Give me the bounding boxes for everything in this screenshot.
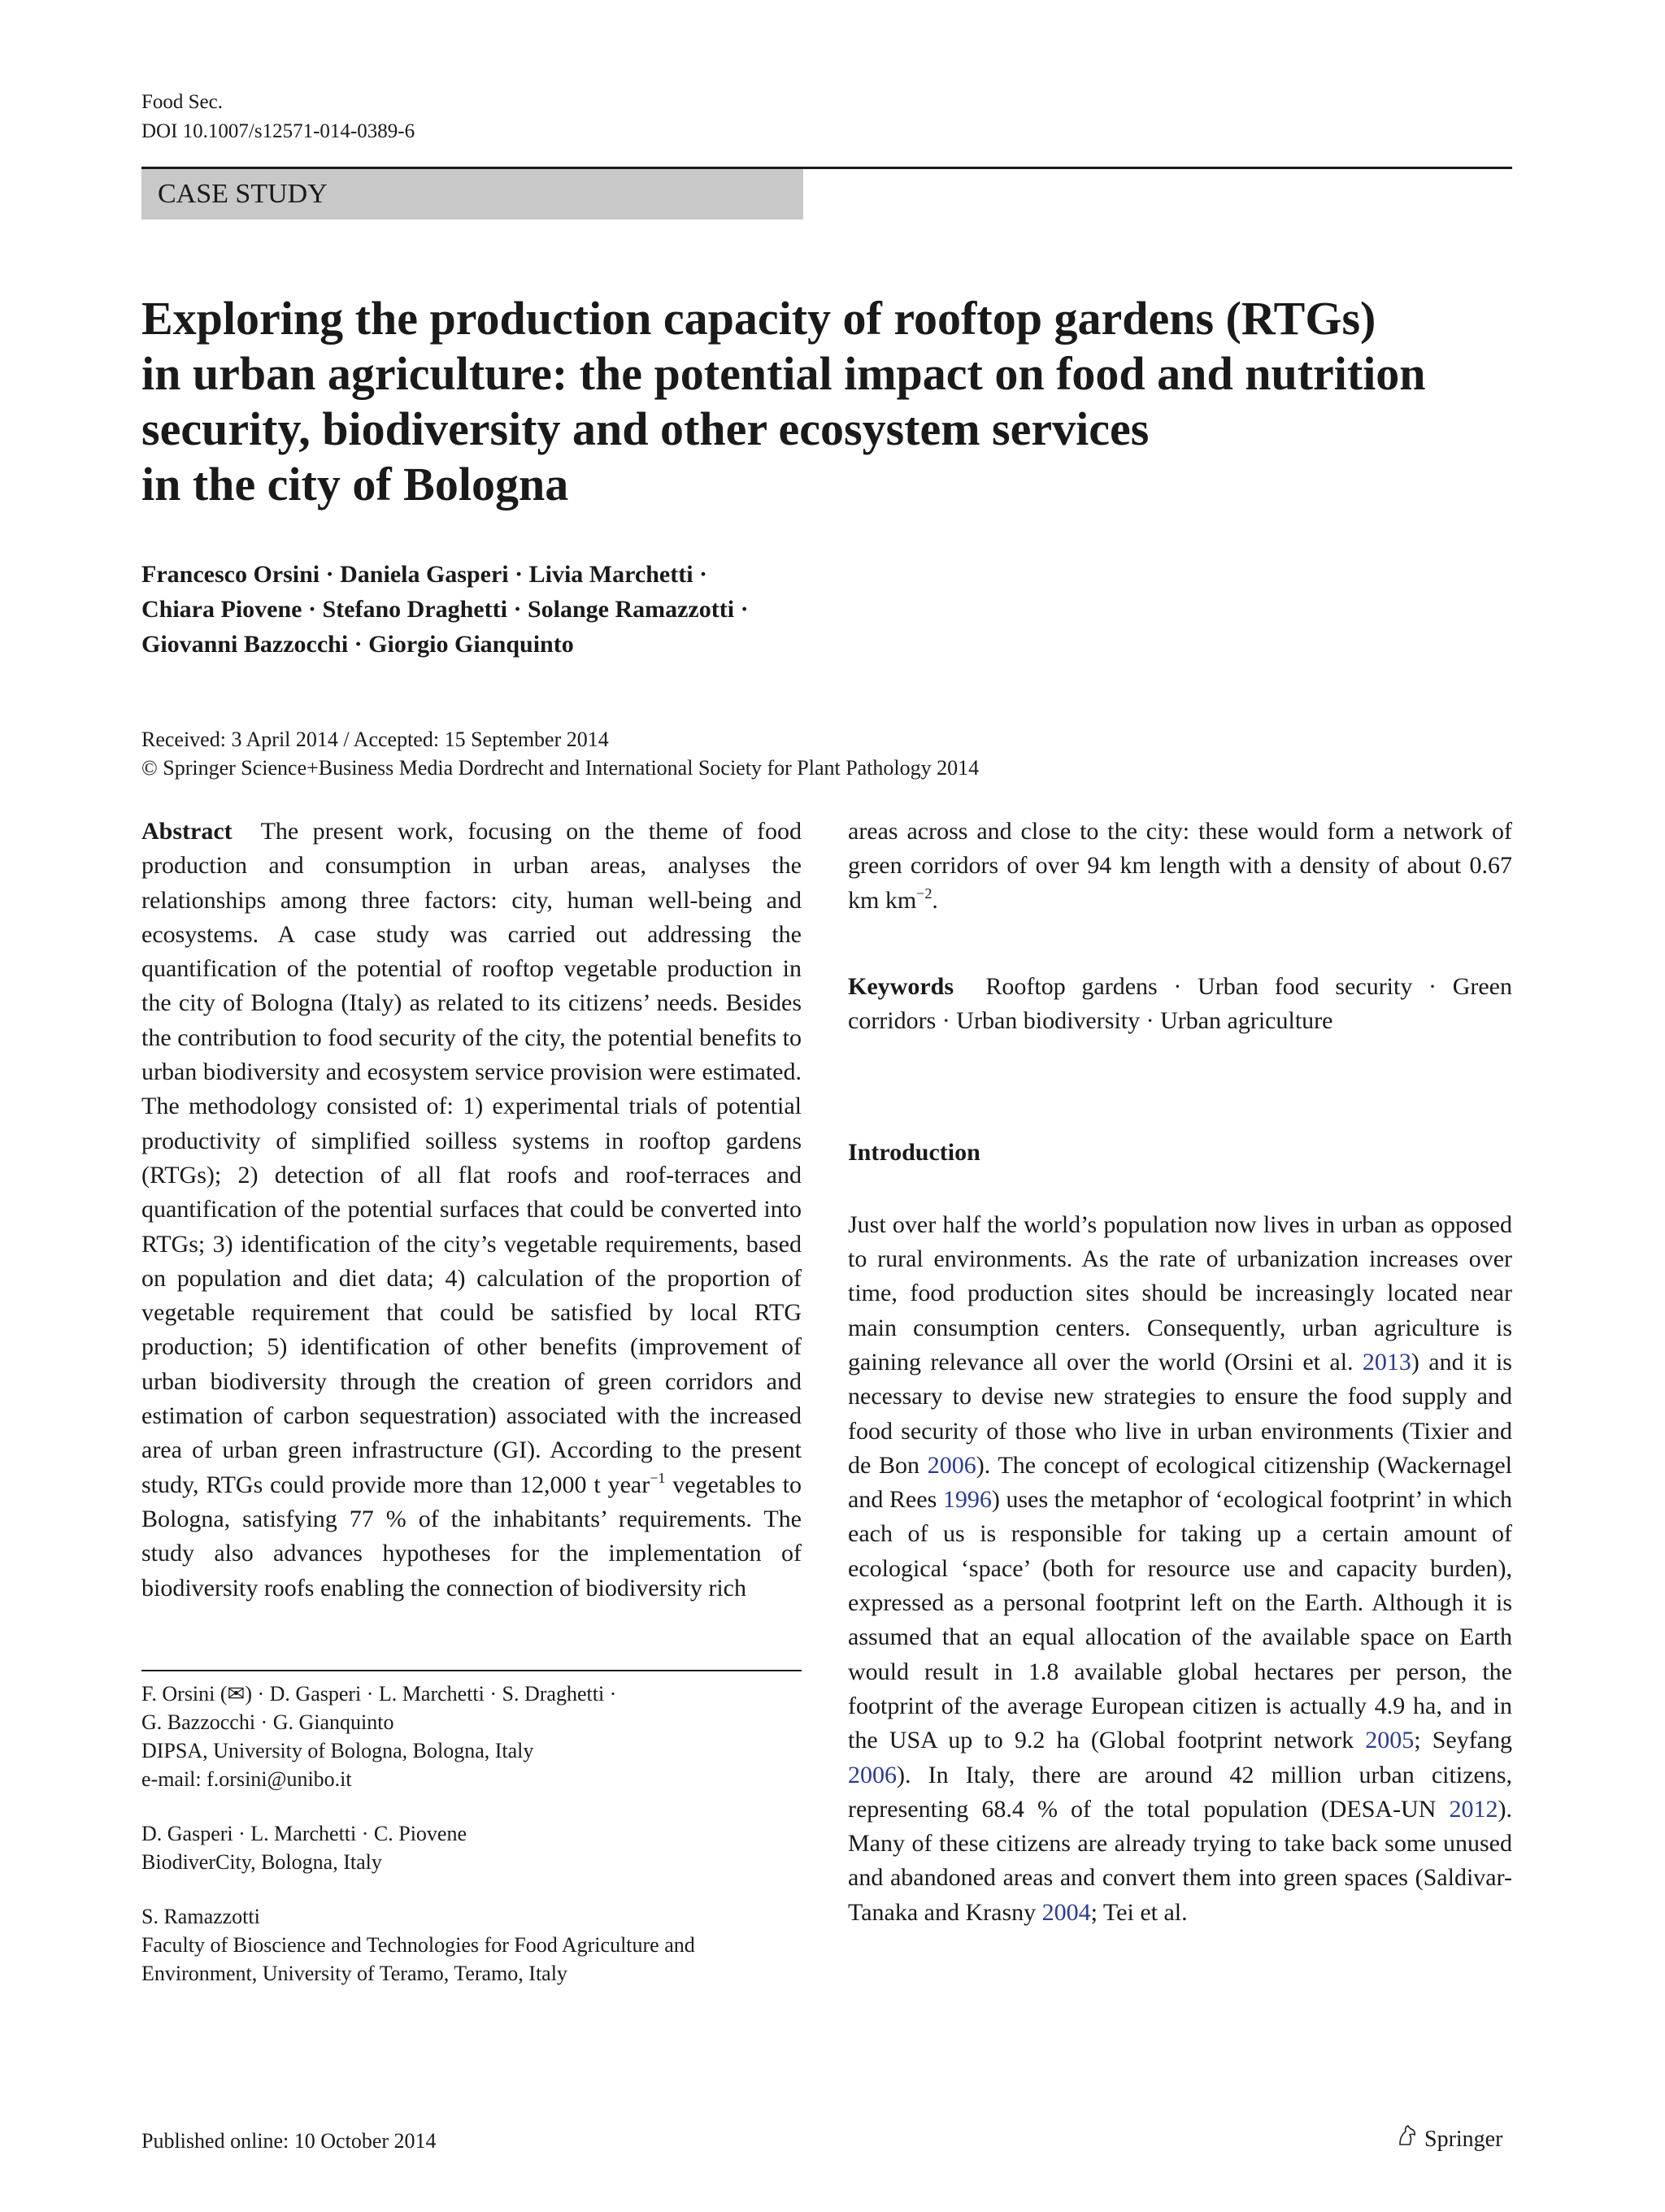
journal-name: Food Sec. [141,91,223,113]
unit-superscript: −2 [916,884,932,902]
citation-link[interactable]: 2013 [1362,1348,1411,1375]
copyright: © Springer Science+Business Media Dordrecht and International Society for Plant Pathology 2014 [141,756,980,780]
citation-link[interactable]: 2006 [927,1451,976,1479]
intro-text: ) uses the metaphor of ‘ecological footprint’ in which each of us is responsible for taking up a certain amount of ecological ‘space’ (both for resource use and capacity burden), expressed as a personal footprint left on the Earth. Although it is assumed that an equal allocation of the available space on Earth would result in 1.8 available global hectares per person, the footprint of the average European citizen is actually 4.9 ha, and in the USA up to 9.2 ha (Global footprint network [848,1486,1512,1754]
abstract-continuation [848,815,1512,918]
citation-link[interactable]: 2005 [1365,1727,1415,1754]
affiliation-line: D. Gasperi · L. Marchetti · C. Piovene [141,1822,467,1845]
affiliation-line: Faculty of Bioscience and Technologies for Food Agriculture and [141,1933,695,1957]
article-dates [141,725,1524,782]
email-link[interactable]: e-mail: f.orsini@unibo.it [141,1767,352,1791]
intro-text: Just over half the world’s population now lives in urban as opposed to rural environments. As the rate of urbanization increases over time, food production sites should be increasingly located near main consumption centers. Consequently, urban agriculture is gaining relevance all over the world (Orsini et al. [848,1210,1512,1375]
author-line: Giovanni Bazzocchi · Giorgio Gianquinto [141,631,574,658]
abstract-text: areas across and close to the city: these would form a network of green corridors of over 94 km length with a density of about 0.67 km km [848,818,1512,914]
abstract-text: . [932,886,938,914]
unit-superscript: −1 [650,1469,666,1486]
abstract [141,815,802,1606]
title-line: in the city of Bologna [141,458,569,511]
abstract-label: Abstract [141,818,233,845]
citation-link[interactable]: 2012 [1449,1795,1498,1823]
affiliations [141,1680,802,2014]
citation-link[interactable]: 2006 [848,1761,897,1788]
left-column [141,815,802,1606]
springer-horse-icon [1395,2123,1419,2156]
intro-text: ). The concept of ecological citizenship (Wackernagel and Rees [848,1451,1512,1514]
intro-text: ). In Italy, there are around 42 million urban citizens, representing 68.4 % of the total population (DESA-UN [848,1761,1512,1823]
title-line: in urban agriculture: the potential impact on food and nutrition [141,347,1426,400]
affiliation-line: DIPSA, University of Bologna, Bologna, Italy [141,1739,534,1762]
intro-text: ; Seyfang [1414,1727,1513,1754]
affiliation-block [141,1819,802,1876]
footnote-rule [141,1670,802,1671]
author-line: Chiara Piovene · Stefano Draghetti · Solange Ramazzotti · [141,596,749,623]
abstract-continued-text [848,815,1512,918]
introduction-text [848,1208,1512,1930]
section-label: CASE STUDY [141,169,803,219]
abstract-text: vegetables to Bologna, satisfying 77 % of the inhabitants’ requirements. The study also advances hypotheses for the implementation of biodiversity roofs enabling the connection of biodiversity rich [141,1471,802,1601]
citation-link[interactable]: 2004 [1041,1898,1091,1926]
intro-text: ) and it is necessary to devise new strategies to ensure the food supply and food security of those who live in urban environments (Tixier and de Bon [848,1348,1512,1479]
title-line: security, biodiversity and other ecosystem services [141,402,1150,455]
introduction-heading: Introduction [848,1139,980,1167]
title-line: Exploring the production capacity of rooftop gardens (RTGs) [141,292,1376,345]
keywords-label: Keywords [848,972,954,1000]
affiliation-block [141,1680,802,1793]
intro-text: ). Many of these citizens are already trying to take back some unused and abandoned areas and convert them into green spaces (Saldivar-Tanaka and Krasny [848,1795,1512,1926]
doi: DOI 10.1007/s12571-014-0389-6 [141,120,415,142]
published-online: Published online: 10 October 2014 [141,2129,437,2153]
keywords-text: Rooftop gardens · Urban food security · Green corridors · Urban biodiversity · Urban agriculture [848,972,1512,1035]
affiliation-line: G. Bazzocchi · G. Gianquinto [141,1710,394,1734]
affiliation-block [141,1902,802,1988]
affiliation-line: BiodiverCity, Bologna, Italy [141,1850,382,1874]
publisher-name: Springer [1424,2127,1503,2152]
author-line: Francesco Orsini · Daniela Gasperi · Livia Marchetti · [141,561,708,588]
paper-title [141,291,1524,512]
affiliation-line: F. Orsini (✉) · D. Gasperi · L. Marchetti · S. Draghetti · [141,1682,617,1706]
affiliation-line: S. Ramazzotti [141,1905,260,1928]
received-accepted: Received: 3 April 2014 / Accepted: 15 September 2014 [141,728,609,751]
citation-link[interactable]: 1996 [942,1486,992,1514]
affiliation-line: Environment, University of Teramo, Teramo, Italy [141,1962,567,1985]
publisher-logo [1395,2123,1502,2156]
keywords [848,970,1512,1039]
journal-header [141,88,415,146]
abstract-text: The present work, focusing on the theme of food production and consumption in urban areas, analyses the relationships among three factors: city, human well-being and ecosystems. A case study was carried out addressing the quantification of the potential of rooftop vegetable production in the city of Bologna (Italy) as related to its citizens’ needs. Besides the contribution to food security of the city, the potential benefits to urban biodiversity and ecosystem service provision were estimated. The methodology consisted of: 1) experimental trials of potential productivity of simplified soilless systems in rooftop gardens (RTGs); 2) detection of all flat roofs and roof-terraces and quantification of the potential surfaces that could be converted into RTGs; 3) identification of the city’s vegetable requirements, based on population and diet data; 4) calculation of the proportion of vegetable requirement that could be satisfied by local RTG production; 5) identification of other benefits (improvement of urban biodiversity through the creation of green corridors and estimation of carbon sequestration) associated with the increased area of urban green infrastructure (GI). According to the present study, RTGs could provide more than 12,000 t year [141,818,802,1498]
author-list [141,557,1524,662]
intro-text: ; Tei et al. [1090,1898,1188,1926]
right-column [848,815,1512,1930]
